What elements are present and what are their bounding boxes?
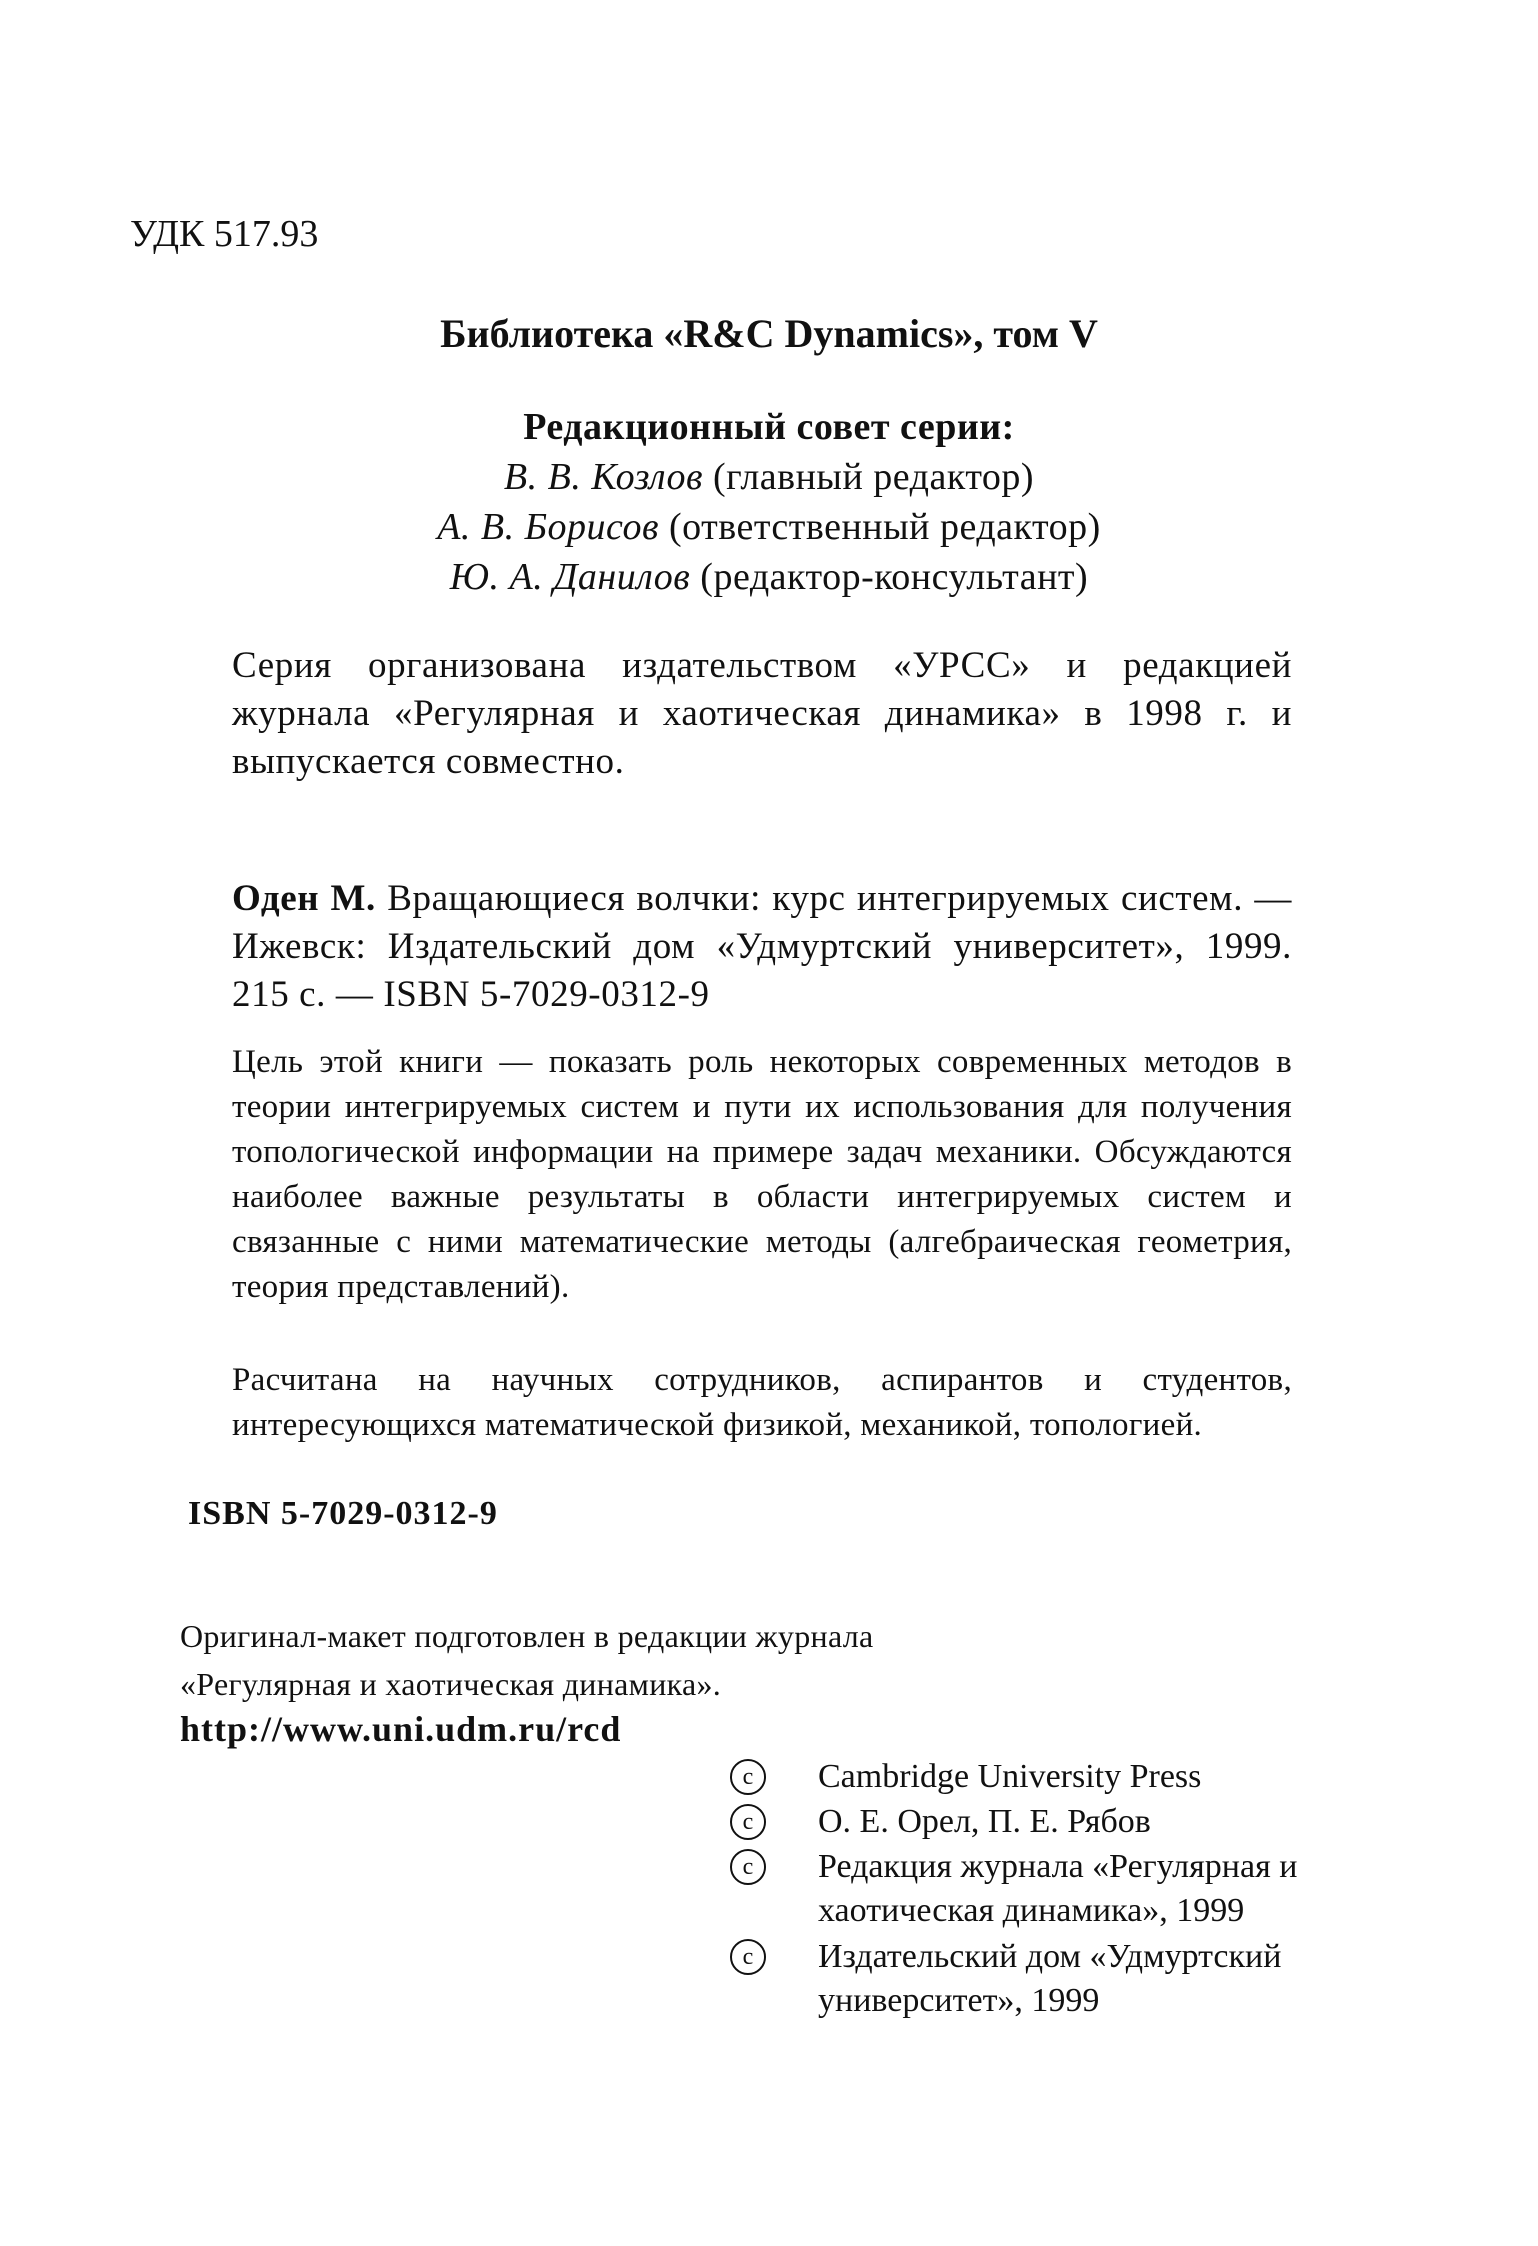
board-member-role: (ответственный редактор)	[668, 506, 1101, 548]
series-title: Библиотека «R&C Dynamics», том V	[440, 311, 1098, 356]
series-note: Серия организована издательством «УРСС» и редакцией журнала «Регулярная и хаотическая динамика» в 1998 г. и выпускается совместно.	[232, 645, 1292, 782]
layout-note-line: «Регулярная и хаотическая динамика».	[180, 1666, 722, 1702]
board-member	[0, 505, 1538, 549]
layout-note-line: Оригинал-макет подготовлен в редакции журнала	[180, 1618, 874, 1654]
copyright-icon: c	[730, 1849, 766, 1885]
copyright-holder: Издательский дом «Удмуртский университет», 1999	[818, 1938, 1282, 2019]
copyright-line	[730, 1845, 1418, 1933]
reference-text: Вращающиеся волчки: курс интегрируемых систем. — Ижевск: Издательский дом «Удмуртский университет», 1999. 215 с. — ISBN 5-7029-0312-9	[232, 878, 1292, 1015]
board-member-name: А. В. Борисов	[437, 506, 659, 548]
board-title: Редакционный совет серии:	[523, 406, 1015, 448]
journal-url[interactable]: http://www.uni.udm.ru/rcd	[180, 1709, 622, 1749]
copyright-holder: О. Е. Орел, П. Е. Рябов	[818, 1803, 1151, 1840]
board-member-name: В. В. Козлов	[503, 456, 704, 498]
copyright-holder: Cambridge University Press	[818, 1758, 1202, 1795]
layout-note	[180, 1612, 874, 1708]
udk-code: УДК 517.93	[130, 213, 319, 255]
board-member	[0, 555, 1538, 599]
board-member-role: (редактор-консультант)	[700, 556, 1089, 598]
board-member-role: (главный редактор)	[713, 456, 1035, 498]
book-reference	[232, 875, 1292, 1019]
abstract-paragraph: Расчитана на научных сотрудников, аспирантов и студентов, интересующихся математической физикой, механикой, топологией.	[232, 1362, 1292, 1443]
abstract-paragraph: Цель этой книги — показать роль некоторых современных методов в теории интегрируемых систем и пути их использования для получения топологической информации на примере задач механики. Обсуждаются наиболее важные результаты в области интегрируемых систем и связанные с ними математические методы (алгебраическая геометрия, теория представлений).	[232, 1044, 1292, 1305]
copyright-holder: Редакция журнала «Регулярная и хаотическая динамика», 1999	[818, 1848, 1298, 1929]
copyright-icon: c	[730, 1804, 766, 1840]
copyright-line	[730, 1800, 1418, 1844]
board-member	[0, 455, 1538, 499]
copyright-icon: c	[730, 1759, 766, 1795]
isbn: ISBN 5-7029-0312-9	[188, 1495, 498, 1532]
board-member-name: Ю. А. Данилов	[449, 556, 691, 598]
copyright-icon: c	[730, 1939, 766, 1975]
reference-author: Оден М.	[232, 878, 376, 919]
copyright-line	[730, 1935, 1418, 2023]
copyright-line	[730, 1755, 1418, 1799]
